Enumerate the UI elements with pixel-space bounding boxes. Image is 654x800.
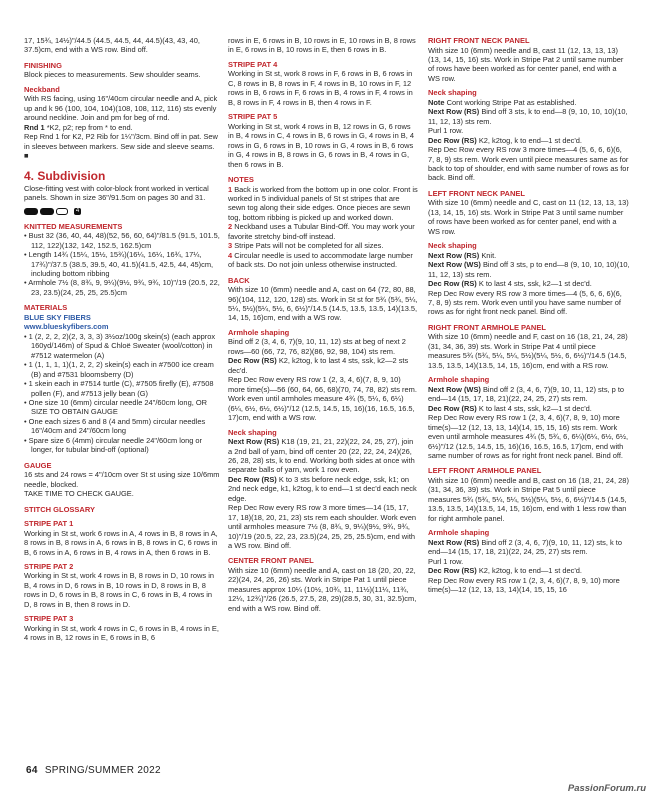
rep-line: Rep Dec Row every RS row 1 (2, 3, 4, 6)(7, 8, 9, 10) more time(s)—12 (12, 13, 13, 14)(14, 15, 15, 16 bbox=[428, 575, 620, 594]
dec-row-line: Dec Row (RS) K2, k2tog, k to end—1 st dec'd. bbox=[428, 135, 582, 145]
neck-rep: Rep Dec Row every RS row 3 more times—14 (15, 17, 17, 18)(18, 20, 21, 23) sts rem each shoulder. Work even until armholes measure 7½ (8, 8¾, 9, 9¼)(9½, 9¾, 9¾, 10)"/19 (20.5, 22, 23, 23.5)(24, 25, 25, 25.5)cm, end with a WS row. Bind off. bbox=[228, 503, 416, 551]
stripe-pat-4-heading: STRIPE PAT 4 bbox=[228, 59, 278, 69]
rep-text: Rep Rnd 1 for K2, P2 Rib for 1¼"/3cm. Bind off in pat. Sew in sleeves between markers. Sew side and sleeve seams. ■ bbox=[24, 132, 218, 161]
knitted-measurements-heading: KNITTED MEASUREMENTS bbox=[24, 221, 123, 231]
note-item: 2 Neckband uses a Tubular Bind-Off. You may work your favorite stretchy bind-off instead. bbox=[228, 222, 415, 241]
stripe-pat-5-text: Working in St st, work 4 rows in B, 12 rows in G, 6 rows in B, 4 rows in C, 4 rows in B, 6 rows in G, 4 rows in B, 4 rows in G, 6 rows in B, 10 rows in G, 4 rows in B, 6 rows in G, 4 rows in B, 8 rows in G, 6 rows in B, 4 rows in G, then 6 rows in B. bbox=[228, 121, 415, 169]
list-item: • Length 14¾ (15¼, 15½, 15¾)(16¼, 16¼, 16¾, 17¼, 17¾)"/37.5 (38.5, 39.5, 40, 41.5)(41.5, 42.5, 44, 45)cm, including bottom ribbing bbox=[24, 250, 214, 279]
armhole-shaping-heading: Armhole shaping bbox=[428, 375, 490, 385]
next-row-line: Next Row (RS) Bind off 2 (3, 4, 6, 7)(9, 10, 11, 12) sts, k to end—14 (15, 17, 18, 21)(22, 24, 25, 27) sts rem. bbox=[428, 537, 623, 557]
next-row-line: Next Row (RS) Knit. bbox=[428, 250, 497, 260]
note-item: 1 Back is worked from the bottom up in one color. Front is worked in 5 individual panels of St st stripes that are sewn tog along their side edges. Once pieces are sewn tog, bottom ribbing is picked up and worked down. bbox=[228, 184, 418, 222]
stripe-pat-3-heading: STRIPE PAT 3 bbox=[24, 614, 74, 624]
list-item: • One size 10 (6mm) circular needle 24"/60cm long, OR SIZE TO OBTAIN GAUGE bbox=[24, 397, 207, 417]
next-row-line: Next Row (WS) Bind off 2 (3, 4, 6, 7)(9, 10, 11, 12) sts, p to end—14 (15, 17, 18, 21)(22, 24, 25, 27) sts rem. bbox=[428, 384, 625, 404]
level-number: 4 bbox=[75, 207, 80, 214]
neck-shaping-heading: Neck shaping bbox=[428, 88, 477, 98]
right-front-armhole-panel-heading: RIGHT FRONT ARMHOLE PANEL bbox=[428, 322, 546, 332]
rfap-text: With size 10 (6mm) needle and F, cast on 16 (18, 21, 24, 28)(31, 34, 36, 39) sts. Work in Stripe Pat 4 until piece measures 5¾ (5¾, 5¼, 5¼, 5½)(5¼, 5½, 6, 6½)"/14.5 (14.5, 13.5, 13.5, 14)(13.5, 14, 15, 16)cm, end with a RS row. bbox=[428, 332, 628, 370]
rep-line: Rep Dec Row every RS row 1 (2, 3, 4, 6)(7, 8, 9, 10) more time(s)—12 (12, 13, 13, 14)(14, 15, 15, 16) sts rem. Work even until armhole measures 4¾ (5, 5¾, 6, 6¼)(6¼, 6½, 6½, 6½)"/12 (12.5, 14.5, 15, 16)(16, 16.5, 16.5, 17)cm, end with same number of rows as for right front neck panel. Bind off. bbox=[428, 413, 629, 460]
note-line: Note Cont working Stripe Pat as established. bbox=[428, 97, 577, 107]
next-row-line: Next Row (WS) Bind off 3 sts, p to end—8 (9, 10, 10, 10)(10, 11, 12, 13) sts rem. bbox=[428, 260, 630, 279]
armhole-text: Bind off 2 (3, 4, 6, 7)(9, 10, 11, 12) sts at beg of next 2 rows—60 (66, 72, 76, 82)(86, 92, 98, 104) sts rem. bbox=[228, 337, 406, 356]
rnd1-line bbox=[24, 123, 220, 132]
lfnp-text: With size 10 (6mm) needle and C, cast on 11 (12, 13, 13, 13)(13, 14, 15, 16) sts. Work in Stripe Pat 3 until same number of rows have been worked as for center panel, end with a WS row. bbox=[428, 198, 629, 236]
armhole-rep: Rep Dec Row every RS row 1 (2, 3, 4, 6)(7, 8, 9, 10) more time(s)—56 (60, 64, 66, 68)(70, 74, 78, 82) sts rem. Work even until armholes measure 4¾ (5, 5¼, 6, 6¼)(6¼, 6½, 6½, 6½)"/12 (12.5, 14.5, 15, 16)(16, 16.5, 16.5, 17)cm, end with a WS row. bbox=[228, 375, 417, 423]
stripe-pat-4-text: Working in St st, work 8 rows in F, 6 rows in B, 6 rows in C, 8 rows in B, 8 rows in F, 4 rows in B, 10 rows in F, 12 rows in B, 6 rows in F, 6 rows in B, 4 rows in F, 4 rows in B, 8 rows in F, 4 rows in B, then 4 rows in F. bbox=[228, 69, 413, 107]
stripe-pat-3-text: Working in St st, work 4 rows in C, 6 rows in B, 4 rows in E, 4 rows in B, 12 rows in E, 6 rows in B, 6 bbox=[24, 623, 219, 643]
section-subtitle: Close-fitting vest with color-block front worked in vertical panels. Shown in size 36"/91.5cm on pages 30 and 31. bbox=[24, 183, 209, 203]
left-front-armhole-panel-heading: LEFT FRONT ARMHOLE PANEL bbox=[428, 466, 542, 476]
neckband-heading: Neckband bbox=[24, 84, 60, 94]
gauge-check: TAKE TIME TO CHECK GAUGE. bbox=[24, 489, 134, 499]
dec-row-line: Dec Row (RS) K2, k2tog, k to end—1 st dec'd. bbox=[428, 566, 582, 576]
stripe-pat-2-heading: STRIPE PAT 2 bbox=[24, 561, 74, 571]
section-title: 4. Subdivision bbox=[24, 168, 106, 183]
page-number: 64 bbox=[26, 765, 38, 776]
armhole-dec-row: Dec Row (RS) K2, k2tog, k to last 4 sts, ssk, k2—2 sts dec'd. bbox=[228, 356, 409, 375]
neck-dec-row: Dec Row (RS) K to 3 sts before neck edge, ssk, k1; on 2nd neck edge, k1, k2tog, k to end—1 st dec'd each neck edge. bbox=[228, 474, 417, 503]
rep-line: Rep Dec Row every RS row 3 more times—4 (5, 6, 6, 6)(6, 7, 8, 9) sts rem. Work even until piece measures same as for back to top of shoulder, end with same number of rows as for back. Bind off. bbox=[428, 145, 629, 183]
neck-shaping-heading: Neck shaping bbox=[228, 427, 277, 437]
column-left bbox=[24, 36, 220, 643]
gauge-heading: GAUGE bbox=[24, 460, 52, 470]
stripe-pat-5-heading: STRIPE PAT 5 bbox=[228, 112, 278, 122]
stitch-glossary-heading: STITCH GLOSSARY bbox=[24, 504, 95, 514]
list-item: • 1 (2, 2, 2, 2)(2, 3, 3, 3) 3½oz/100g skein(s) (each approx 160yd/146m) of Spud & Chloë Sweater (wool/cotton) in #7512 watermelon (A) bbox=[24, 331, 216, 360]
note-item: 3 Stripe Pats will not be completed for all sizes. bbox=[228, 241, 384, 251]
list-item: • Bust 32 (36, 40, 44, 48)(52, 56, 60, 64)"/81.5 (91.5, 101.5, 112, 122)(132, 142, 152.5, 162.5)cm bbox=[24, 231, 220, 250]
dec-row-line: Dec Row (RS) K to last 4 sts, ssk, k2—1 st dec'd. bbox=[428, 403, 592, 413]
issue-label: SPRING/SUMMER 2022 bbox=[44, 765, 161, 776]
next-row-line: Next Row (RS) Bind off 3 sts, k to end—8 (9, 10, 10, 10)(10, 11, 12, 13) sts rem. bbox=[428, 107, 628, 126]
back-text: With size 10 (6mm) needle and A, cast on 64 (72, 80, 88, 96)(104, 112, 120, 128) sts. Work in St st for 5¾ (5¾, 5¼, 5¼, 5½)(5¼, 5½, 6, 6½)"/14.5 (14.5, 13.5, 13.5, 14)(13.5, 14, 15, 16)cm, end with a WS row. bbox=[228, 285, 418, 323]
purl-line: Purl 1 row. bbox=[428, 556, 464, 566]
list-item: • Armhole 7½ (8, 8¾, 9, 9¼)(9½, 9¾, 9¾, 10)"/19 (20.5, 22, 23, 23.5)(24, 25, 25, 25.5)cm bbox=[24, 278, 220, 297]
armhole-shaping-heading: Armhole shaping bbox=[428, 528, 490, 538]
neck-next-row: Next Row (RS) K18 (19, 21, 21, 22)(22, 24, 25, 27), join a 2nd ball of yarn, bind off center 20 (22, 22, 24, 24)(26, 26, 28, 28) sts, k to end. Working both sides at once with separate balls of yarn, work 1 row even. bbox=[228, 437, 415, 475]
neckband-text: With RS facing, using 16"/40cm circular needle and A, pick up and k 96 (100, 104, 104)(108, 108, 112, 116) sts evenly around neckline. Join and pm for beg of rnd. bbox=[24, 94, 218, 123]
skill-segment bbox=[40, 208, 54, 215]
gauge-text: 16 sts and 24 rows = 4"/10cm over St st using size 10/6mm needle, blocked. bbox=[24, 470, 220, 489]
intro-text: 17, 15¾, 14½)"/44.5 (44.5, 44.5, 44, 44.5)(43, 43, 40, 37.5)cm, end with a WS row. Bind off. bbox=[24, 36, 200, 55]
rep-line: Rep Dec Row every RS row 3 more times—4 (5, 6, 6, 6)(6, 7, 8, 9) sts rem. Work even until you have same number of rows as for right front neck panel. Bind off. bbox=[428, 288, 622, 317]
skill-level-bar bbox=[24, 207, 220, 216]
stripe-pat-2-text: Working in St st, work 4 rows in B, 8 rows in D, 10 rows in B, 4 rows in D, 6 rows in B, 10 rows in D, 8 rows in B, 8 rows in D, 6 rows in B, 8 rows in C, 6 rows in B, 4 rows in D, 8 rows in B, then 8 rows in D. bbox=[24, 571, 214, 609]
rnd1-label: Rnd 1 bbox=[24, 122, 45, 132]
list-item: • 1 (1, 1, 1, 1)(1, 2, 2, 2) skein(s) each in #7500 ice cream (B) and #7531 bloomsberry (D) bbox=[24, 360, 214, 379]
list-item: • Spare size 6 (4mm) circular needle 24"/60cm long or longer, for tubular bind-off (optional) bbox=[24, 435, 203, 455]
column-middle bbox=[228, 36, 418, 613]
finishing-heading: FINISHING bbox=[24, 60, 62, 70]
column-right bbox=[428, 36, 630, 594]
watermark: PassionForum.ru bbox=[567, 783, 646, 794]
lfap-text: With size 10 (6mm) needle and B, cast on 16 (18, 21, 24, 28)(31, 34, 36, 39) sts. Work in Stripe Pat 5 until piece measures 5¾ (5¾, 5¼, 5¼, 5½)(5¼, 5½, 6, 6½)"/14.5 (14.5, 13.5, 13.5, 14)(13.5, 14, 15, 16)cm, end with 1 less row than for right armhole panel. bbox=[428, 475, 629, 523]
back-heading: BACK bbox=[228, 275, 250, 285]
notes-heading: NOTES bbox=[228, 175, 254, 185]
page-footer bbox=[26, 765, 161, 776]
dec-row-line: Dec Row (RS) K to last 4 sts, ssk, k2—1 st dec'd. bbox=[428, 279, 592, 289]
armhole-shaping-heading: Armhole shaping bbox=[228, 327, 290, 337]
center-front-panel-heading: CENTER FRONT PANEL bbox=[228, 556, 314, 566]
rnd1-text: *K2, p2; rep from * to end. bbox=[44, 122, 133, 132]
stripe-pat-1-heading: STRIPE PAT 1 bbox=[24, 519, 74, 529]
brand-url-link[interactable]: www.blueskyfibers.com bbox=[24, 322, 109, 332]
left-front-neck-panel-heading: LEFT FRONT NECK PANEL bbox=[428, 188, 525, 198]
note-item: 4 Circular needle is used to accommodate large number of back sts. Do not join unless otherwise instructed. bbox=[228, 250, 413, 270]
list-item: • 1 skein each in #7514 turtle (C), #7505 firefly (E), #7508 pollen (F), and #7513 jelly bean (G) bbox=[24, 379, 214, 398]
skill-segment-empty bbox=[56, 208, 68, 215]
center-front-panel-text: With size 10 (6mm) needle and A, cast on 18 (20, 20, 22, 22)(24, 24, 26, 26) sts. Work in Stripe Pat 1 until piece measures approx 10¼ (10½, 10¾, 11, 11½)(11¼, 11¾, 12¼, 12¾)"/26 (26.5, 27.5, 28, 29)(28.5, 30, 31, 32.5)cm, end with a WS row. Bind off. bbox=[228, 566, 417, 613]
materials-heading: MATERIALS bbox=[24, 303, 68, 313]
purl-line: Purl 1 row. bbox=[428, 126, 464, 136]
right-front-neck-panel-heading: RIGHT FRONT NECK PANEL bbox=[428, 36, 530, 45]
rfnp-text: With size 10 (6mm) needle and B, cast 11 (12, 13, 13, 13)(13, 14, 15, 16) sts. Work in Stripe Pat 2 until same number of rows have been worked as for center panel, end with a WS row. bbox=[428, 45, 624, 83]
finishing-text: Block pieces to measurements. Sew shoulder seams. bbox=[24, 70, 201, 80]
skill-segment bbox=[24, 208, 38, 215]
neck-shaping-heading: Neck shaping bbox=[428, 241, 477, 251]
brand-name: BLUE SKY FIBERS bbox=[24, 312, 91, 322]
stripe-pat-3-cont: rows in E, 6 rows in B, 10 rows in E, 10 rows in B, 8 rows in E, 6 rows in B, 10 rows in E, then 6 rows in B. bbox=[228, 36, 416, 55]
list-item: • One each sizes 6 and 8 (4 and 5mm) circular needles 16"/40cm and 24"/60cm long bbox=[24, 416, 206, 436]
stripe-pat-1-text: Working in St st, work 6 rows in A, 4 rows in B, 8 rows in A, 8 rows in B, 8 rows in A, 6 rows in B, 8 rows in C, 6 rows in B, 6 rows in A, 6 rows in B, 4 rows in A, then 6 rows in B. bbox=[24, 528, 218, 557]
